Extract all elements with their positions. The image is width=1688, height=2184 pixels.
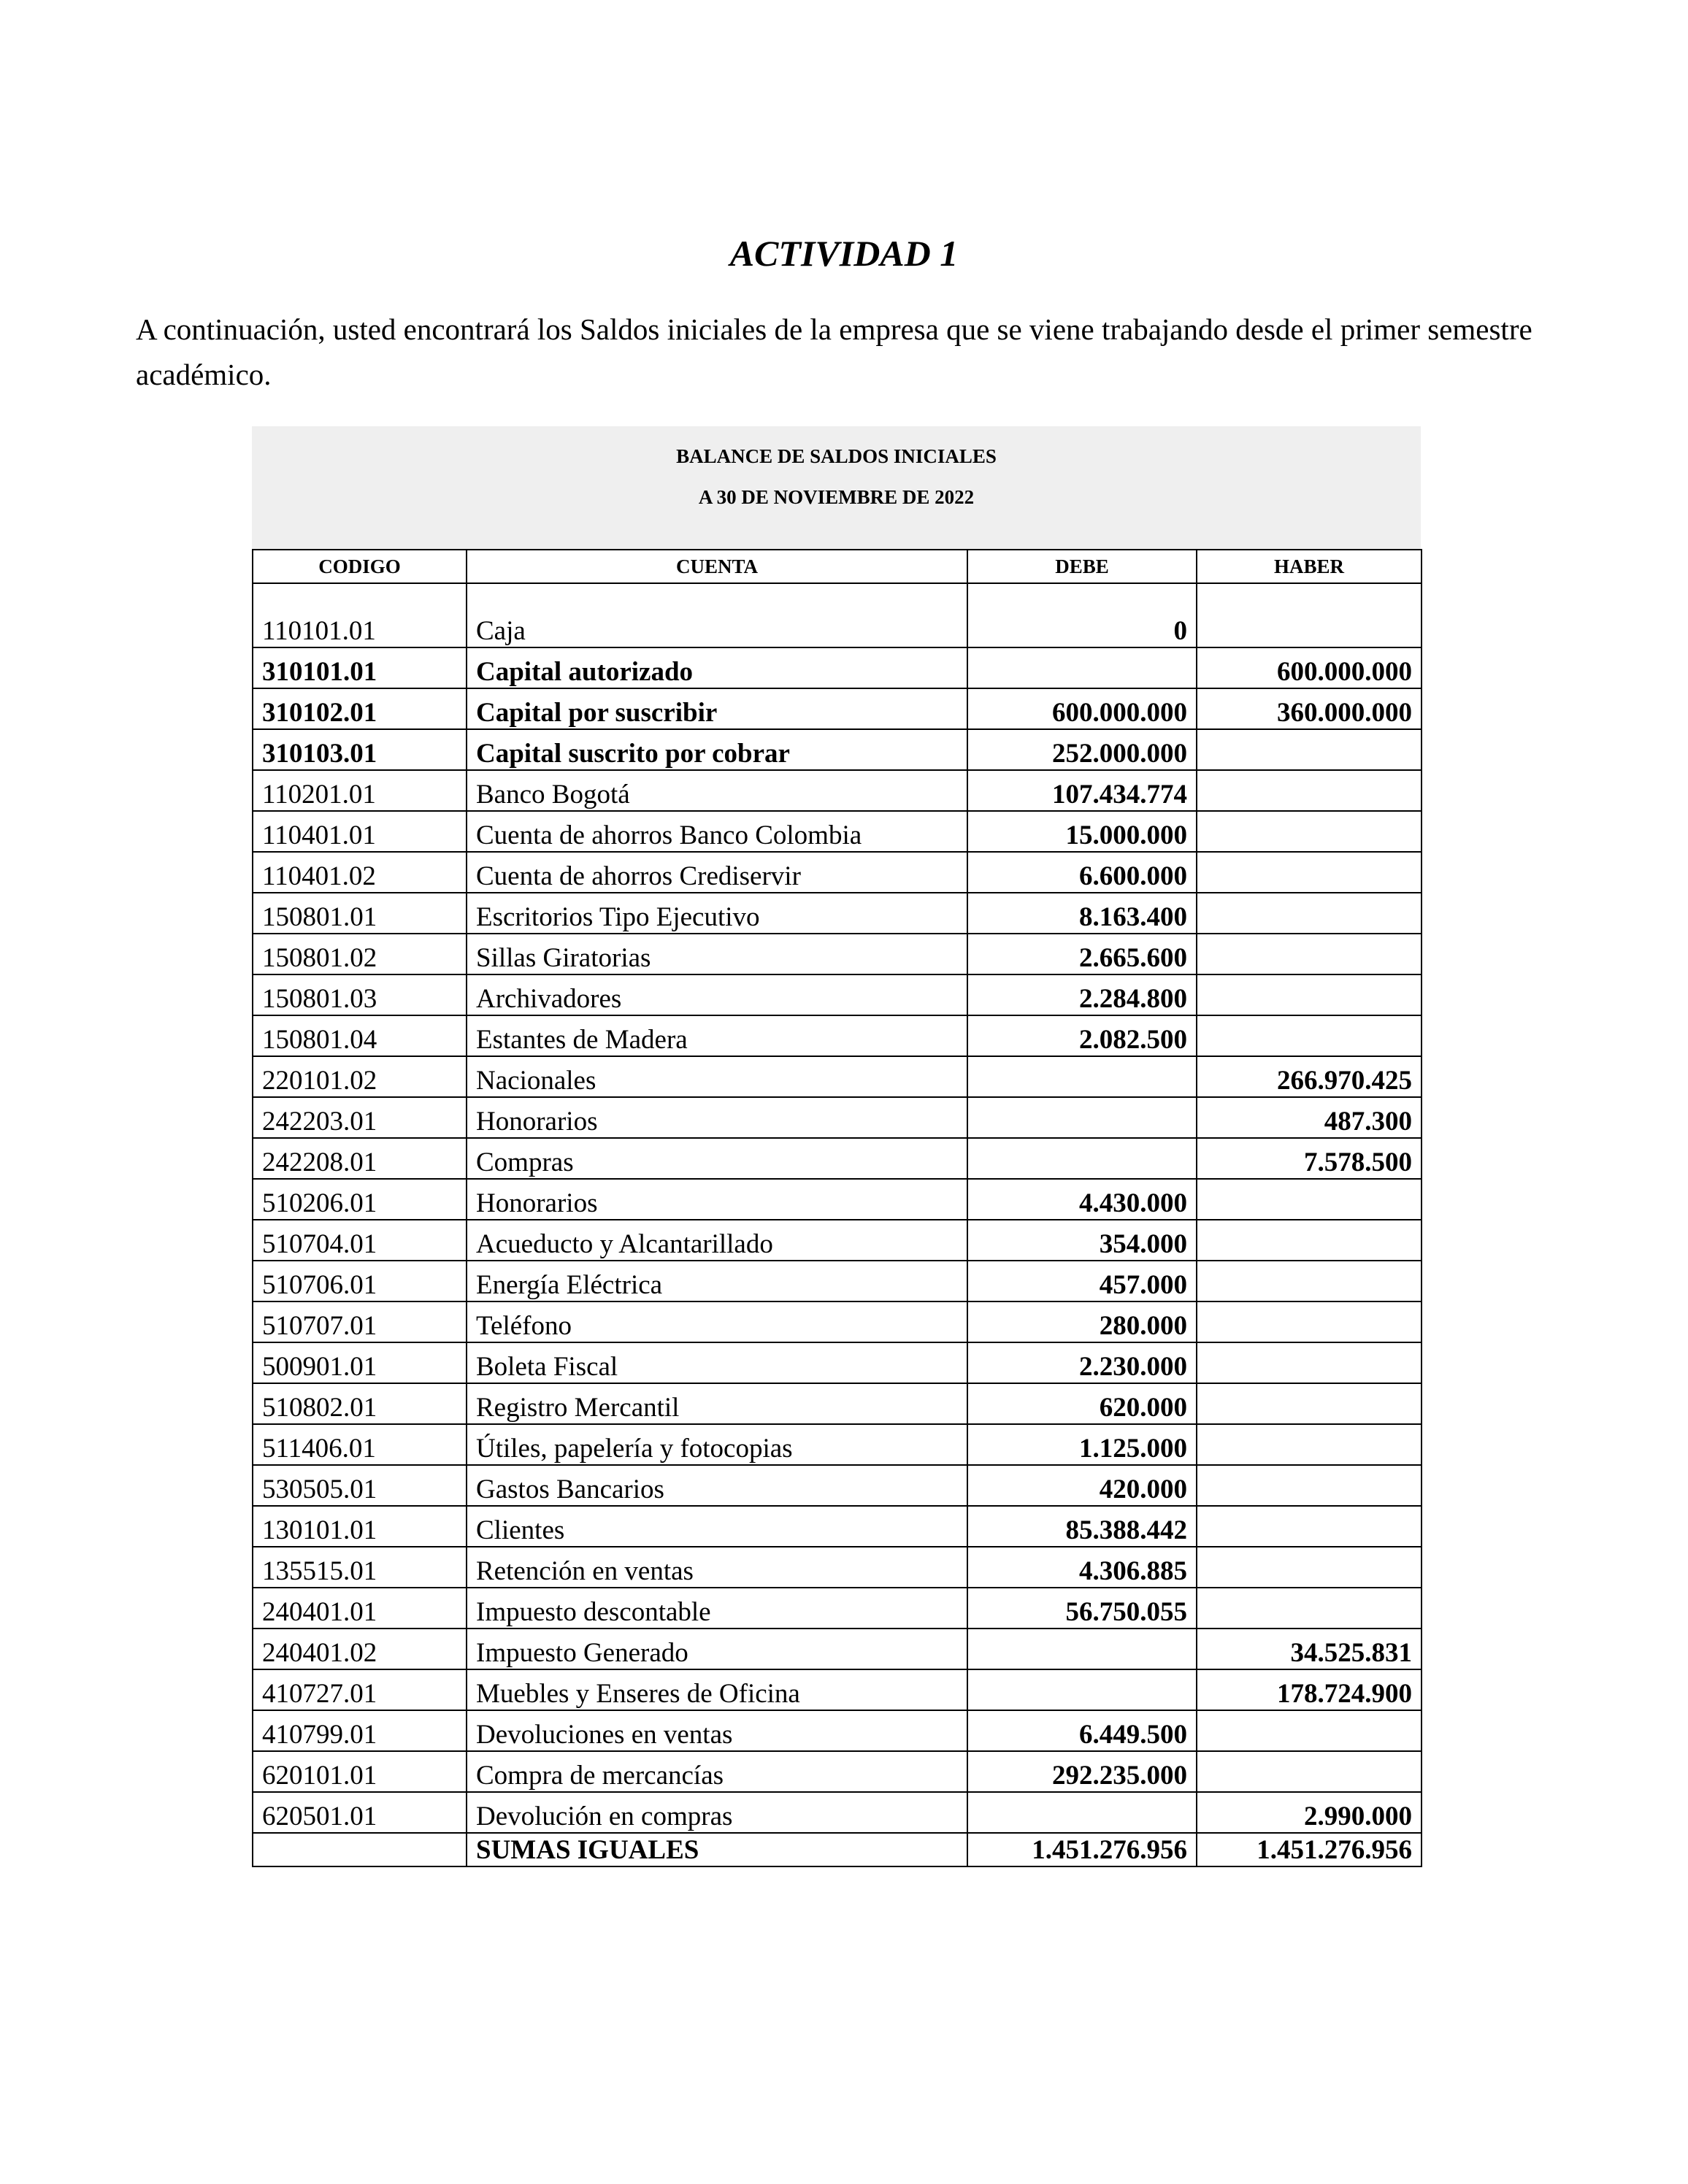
cell-cuenta: Honorarios: [467, 1179, 967, 1220]
cell-haber: [1197, 1424, 1422, 1465]
document-title: ACTIVIDAD 1: [729, 233, 959, 274]
total-row: [253, 1833, 1422, 1866]
cell-haber: 34.525.831: [1197, 1629, 1422, 1669]
cell-debe: 56.750.055: [967, 1588, 1197, 1629]
cell-debe: [967, 1669, 1197, 1710]
cell-cuenta: Útiles, papelería y fotocopias: [467, 1424, 967, 1465]
cell-debe: 6.449.500: [967, 1710, 1197, 1751]
cell-cuenta: Impuesto descontable: [467, 1588, 967, 1629]
cell-debe: 2.230.000: [967, 1342, 1197, 1383]
balance-date: A 30 DE NOVIEMBRE DE 2022: [698, 486, 975, 508]
cell-haber: 266.970.425: [1197, 1056, 1422, 1097]
cell-cuenta: Archivadores: [467, 974, 967, 1015]
cell-debe: 6.600.000: [967, 852, 1197, 893]
cell-debe: 4.306.885: [967, 1547, 1197, 1588]
cell-codigo: 310103.01: [253, 729, 467, 770]
cell-haber: [1197, 852, 1422, 893]
cell-codigo: 240401.02: [253, 1629, 467, 1669]
cell-codigo: 410799.01: [253, 1710, 467, 1751]
cell-haber: [1197, 1465, 1422, 1506]
cell-haber: [1197, 729, 1422, 770]
table-row: [253, 893, 1422, 934]
table-row: [253, 1220, 1422, 1261]
cell-haber: [1197, 1220, 1422, 1261]
cell-codigo: 500901.01: [253, 1342, 467, 1383]
table-row: [253, 811, 1422, 852]
table-row: [253, 1261, 1422, 1301]
table-row: [253, 1056, 1422, 1097]
table-row: [253, 1097, 1422, 1138]
table-row: [253, 1792, 1422, 1833]
cell-haber: [1197, 1015, 1422, 1056]
cell-cuenta: Muebles y Enseres de Oficina: [467, 1669, 967, 1710]
cell-haber: [1197, 583, 1422, 647]
column-header-cuenta: CUENTA: [467, 550, 967, 583]
balance-header: [252, 426, 1421, 549]
cell-debe: 2.665.600: [967, 934, 1197, 974]
cell-debe: 280.000: [967, 1301, 1197, 1342]
cell-codigo: 110201.01: [253, 770, 467, 811]
cell-haber: [1197, 974, 1422, 1015]
table-row: [253, 1465, 1422, 1506]
cell-haber: 360.000.000: [1197, 688, 1422, 729]
table-header-row: [253, 550, 1422, 583]
cell-cuenta: Cuenta de ahorros Crediservir: [467, 852, 967, 893]
table-row: [253, 1424, 1422, 1465]
cell-debe: 85.388.442: [967, 1506, 1197, 1547]
cell-haber: [1197, 893, 1422, 934]
cell-haber: [1197, 1179, 1422, 1220]
cell-cuenta: Estantes de Madera: [467, 1015, 967, 1056]
cell-debe: [967, 1056, 1197, 1097]
cell-haber: 2.990.000: [1197, 1792, 1422, 1833]
cell-debe: 292.235.000: [967, 1751, 1197, 1792]
table-row: [253, 1138, 1422, 1179]
cell-codigo: 242208.01: [253, 1138, 467, 1179]
cell-debe: 107.434.774: [967, 770, 1197, 811]
table-row: [253, 583, 1422, 647]
cell-codigo: 130101.01: [253, 1506, 467, 1547]
cell-codigo: 220101.02: [253, 1056, 467, 1097]
cell-codigo: 150801.03: [253, 974, 467, 1015]
table-row: [253, 1342, 1422, 1383]
column-header-haber: HABER: [1197, 550, 1422, 583]
table-row: [253, 1383, 1422, 1424]
cell-debe: 252.000.000: [967, 729, 1197, 770]
cell-haber: [1197, 934, 1422, 974]
cell-haber: [1197, 1506, 1422, 1547]
cell-codigo: 242203.01: [253, 1097, 467, 1138]
cell-haber: [1197, 1383, 1422, 1424]
table-body: [253, 583, 1422, 1866]
cell-cuenta: Devoluciones en ventas: [467, 1710, 967, 1751]
cell-haber: [1197, 1710, 1422, 1751]
cell-cuenta: Clientes: [467, 1506, 967, 1547]
cell-codigo: 510706.01: [253, 1261, 467, 1301]
table-row: [253, 1710, 1422, 1751]
table-row: [253, 688, 1422, 729]
cell-codigo: 310102.01: [253, 688, 467, 729]
table-row: [253, 1301, 1422, 1342]
cell-debe: [967, 1138, 1197, 1179]
cell-haber: [1197, 770, 1422, 811]
cell-debe: 620.000: [967, 1383, 1197, 1424]
table-row: [253, 1506, 1422, 1547]
total-debe: 1.451.276.956: [967, 1833, 1197, 1866]
cell-debe: 8.163.400: [967, 893, 1197, 934]
cell-haber: [1197, 1261, 1422, 1301]
cell-cuenta: Energía Eléctrica: [467, 1261, 967, 1301]
table-row: [253, 934, 1422, 974]
cell-cuenta: Registro Mercantil: [467, 1383, 967, 1424]
cell-codigo: 150801.02: [253, 934, 467, 974]
table-row: [253, 1751, 1422, 1792]
cell-cuenta: Sillas Giratorias: [467, 934, 967, 974]
cell-haber: [1197, 1301, 1422, 1342]
cell-haber: 600.000.000: [1197, 647, 1422, 688]
intro-paragraph: A continuación, usted encontrará los Saldos iniciales de la empresa que se viene trabajando desde el primer semestre académico.: [136, 312, 1532, 391]
cell-debe: 420.000: [967, 1465, 1197, 1506]
cell-cuenta: Caja: [467, 583, 967, 647]
total-codigo: [253, 1833, 467, 1866]
cell-cuenta: Acueducto y Alcantarillado: [467, 1220, 967, 1261]
balance-table: [252, 549, 1422, 1867]
cell-debe: 0: [967, 583, 1197, 647]
cell-cuenta: Banco Bogotá: [467, 770, 967, 811]
cell-codigo: 510704.01: [253, 1220, 467, 1261]
table-row: [253, 1015, 1422, 1056]
cell-haber: [1197, 1547, 1422, 1588]
cell-codigo: 150801.01: [253, 893, 467, 934]
cell-codigo: 620101.01: [253, 1751, 467, 1792]
cell-debe: 2.284.800: [967, 974, 1197, 1015]
cell-cuenta: Cuenta de ahorros Banco Colombia: [467, 811, 967, 852]
cell-cuenta: Compra de mercancías: [467, 1751, 967, 1792]
cell-haber: [1197, 1751, 1422, 1792]
total-haber: 1.451.276.956: [1197, 1833, 1422, 1866]
cell-cuenta: Impuesto Generado: [467, 1629, 967, 1669]
cell-debe: [967, 1792, 1197, 1833]
table-row: [253, 1629, 1422, 1669]
cell-debe: 354.000: [967, 1220, 1197, 1261]
cell-cuenta: Nacionales: [467, 1056, 967, 1097]
cell-codigo: 620501.01: [253, 1792, 467, 1833]
cell-codigo: 511406.01: [253, 1424, 467, 1465]
cell-codigo: 510802.01: [253, 1383, 467, 1424]
cell-debe: 2.082.500: [967, 1015, 1197, 1056]
cell-codigo: 110401.02: [253, 852, 467, 893]
cell-cuenta: Capital por suscribir: [467, 688, 967, 729]
cell-codigo: 150801.04: [253, 1015, 467, 1056]
cell-codigo: 410727.01: [253, 1669, 467, 1710]
cell-debe: 457.000: [967, 1261, 1197, 1301]
table-row: [253, 974, 1422, 1015]
cell-debe: 600.000.000: [967, 688, 1197, 729]
cell-haber: 7.578.500: [1197, 1138, 1422, 1179]
column-header-codigo: CODIGO: [253, 550, 467, 583]
cell-haber: [1197, 1342, 1422, 1383]
cell-debe: 1.125.000: [967, 1424, 1197, 1465]
cell-debe: [967, 647, 1197, 688]
cell-codigo: 510707.01: [253, 1301, 467, 1342]
total-cuenta: SUMAS IGUALES: [467, 1833, 967, 1866]
table-row: [253, 647, 1422, 688]
column-header-debe: DEBE: [967, 550, 1197, 583]
cell-debe: [967, 1097, 1197, 1138]
cell-cuenta: Compras: [467, 1138, 967, 1179]
cell-cuenta: Capital suscrito por cobrar: [467, 729, 967, 770]
table-row: [253, 1588, 1422, 1629]
table-row: [253, 1179, 1422, 1220]
cell-debe: [967, 1629, 1197, 1669]
cell-codigo: 110401.01: [253, 811, 467, 852]
cell-haber: [1197, 811, 1422, 852]
cell-haber: [1197, 1588, 1422, 1629]
cell-debe: 15.000.000: [967, 811, 1197, 852]
cell-cuenta: Boleta Fiscal: [467, 1342, 967, 1383]
cell-codigo: 135515.01: [253, 1547, 467, 1588]
table-row: [253, 852, 1422, 893]
cell-codigo: 310101.01: [253, 647, 467, 688]
cell-codigo: 530505.01: [253, 1465, 467, 1506]
table-row: [253, 729, 1422, 770]
cell-debe: 4.430.000: [967, 1179, 1197, 1220]
cell-cuenta: Escritorios Tipo Ejecutivo: [467, 893, 967, 934]
cell-cuenta: Teléfono: [467, 1301, 967, 1342]
cell-codigo: 110101.01: [253, 583, 467, 647]
cell-cuenta: Honorarios: [467, 1097, 967, 1138]
table-row: [253, 1669, 1422, 1710]
table-row: [253, 1547, 1422, 1588]
cell-haber: 487.300: [1197, 1097, 1422, 1138]
cell-cuenta: Gastos Bancarios: [467, 1465, 967, 1506]
cell-cuenta: Capital autorizado: [467, 647, 967, 688]
balance-heading: BALANCE DE SALDOS INICIALES: [676, 445, 997, 467]
cell-cuenta: Devolución en compras: [467, 1792, 967, 1833]
cell-codigo: 240401.01: [253, 1588, 467, 1629]
cell-haber: 178.724.900: [1197, 1669, 1422, 1710]
table-row: [253, 770, 1422, 811]
cell-cuenta: Retención en ventas: [467, 1547, 967, 1588]
cell-codigo: 510206.01: [253, 1179, 467, 1220]
